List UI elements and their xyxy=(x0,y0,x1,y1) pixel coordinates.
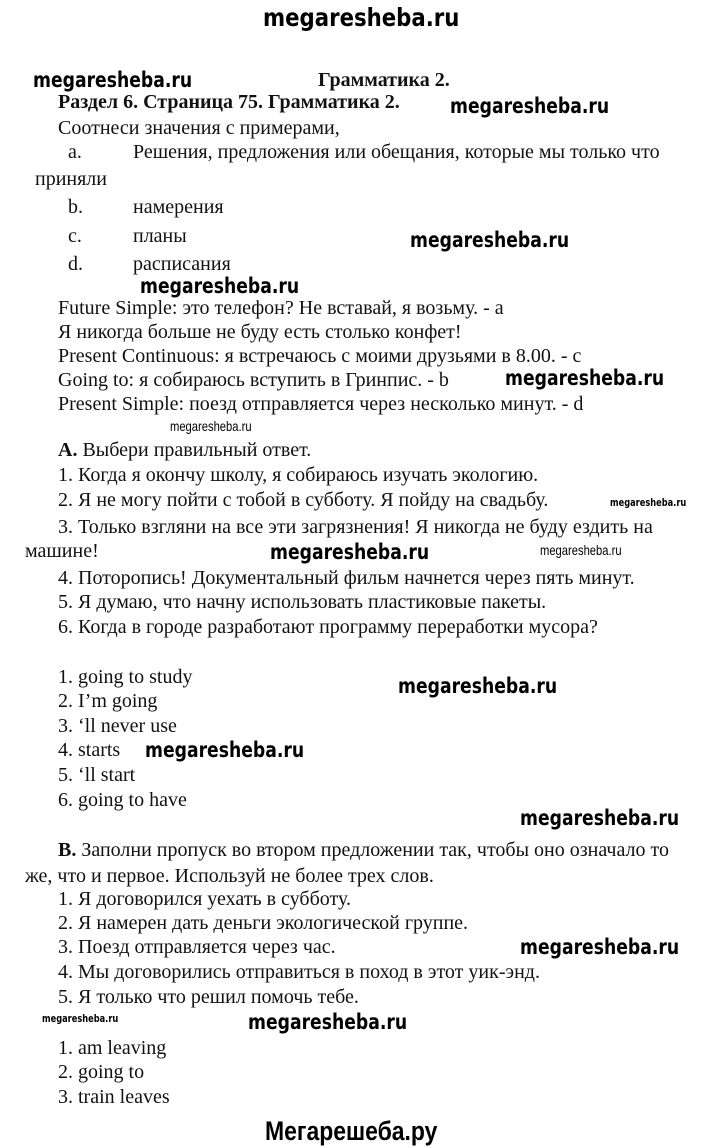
match-answer: Present Simple: поезд отправляется через несколько минут. - d xyxy=(58,393,584,415)
task-a-instruction: Выбери правильный ответ. xyxy=(82,439,312,461)
watermark: megaresheba.ru xyxy=(610,496,687,509)
option-text-continuation: приняли xyxy=(35,168,107,190)
option-letter: b. xyxy=(68,196,83,218)
watermark-header: megaresheba.ru xyxy=(263,3,460,32)
task-b-instruction: Заполни пропуск во втором предложении так, чтобы оно означало то xyxy=(81,839,669,861)
watermark: megaresheba.ru xyxy=(450,94,610,118)
task-a-item-continuation: машине! xyxy=(25,540,99,562)
task-b-item: 1. Я договорился уехать в субботу. xyxy=(58,888,351,910)
task-a-item: 1. Когда я окончу школу, я собираюсь изучать экологию. xyxy=(58,464,539,486)
task-b-answer: 1. am leaving xyxy=(58,1037,167,1059)
watermark: megaresheba.ru xyxy=(170,418,252,434)
watermark-footer: Мегарешеба.ру xyxy=(265,1116,438,1146)
page-subtitle: Раздел 6. Страница 75. Грамматика 2. xyxy=(58,91,400,113)
page-title: Грамматика 2. xyxy=(318,69,450,91)
option-text: намерения xyxy=(133,196,224,218)
option-text: планы xyxy=(133,225,187,247)
watermark: megaresheba.ru xyxy=(42,1012,119,1025)
watermark: megaresheba.ru xyxy=(140,274,300,298)
watermark: megaresheba.ru xyxy=(248,1010,408,1034)
option-letter: a. xyxy=(68,141,82,163)
match-instruction: Соотнеси значения с примерами, xyxy=(58,117,340,139)
watermark: megaresheba.ru xyxy=(540,542,622,558)
task-a-item: 4. Поторопись! Документальный фильм начнется через пять минут. xyxy=(58,567,635,589)
task-b-instruction-continuation: же, что и первое. Используй не более трех слов. xyxy=(25,865,434,887)
task-a-item: 3. Только взгляни на все эти загрязнения! Я никогда не буду ездить на xyxy=(58,516,653,538)
watermark: megaresheba.ru xyxy=(505,366,665,390)
match-answer: Future Simple: это телефон? Не вставай, я возьму. - a xyxy=(58,297,504,319)
task-a-answer: 6. going to have xyxy=(58,789,187,811)
task-a-heading xyxy=(58,438,311,462)
task-b-heading xyxy=(58,838,669,862)
task-a-answer: 5. ‘ll start xyxy=(58,764,136,786)
watermark: megaresheba.ru xyxy=(520,806,680,830)
match-answer: Я никогда больше не буду есть столько конфет! xyxy=(58,321,462,343)
task-b-item: 4. Мы договорились отправиться в поход в этот уик-энд. xyxy=(58,961,540,983)
task-b-answer: 3. train leaves xyxy=(58,1086,170,1108)
match-answer: Present Continuous: я встречаюсь с моими друзьями в 8.00. - c xyxy=(58,345,582,367)
task-b-label: B. xyxy=(58,839,77,861)
task-a-answer: 1. going to study xyxy=(58,666,193,688)
task-a-item: 5. Я думаю, что начну использовать пластиковые пакеты. xyxy=(58,591,547,613)
task-a-label: A. xyxy=(58,439,78,461)
option-letter: d. xyxy=(68,253,83,275)
watermark: megaresheba.ru xyxy=(398,674,558,698)
task-b-answer: 2. going to xyxy=(58,1061,145,1083)
task-b-item: 5. Я только что решил помочь тебе. xyxy=(58,986,359,1008)
watermark: megaresheba.ru xyxy=(33,68,193,92)
option-text: расписания xyxy=(133,253,231,275)
task-a-answer: 3. ‘ll never use xyxy=(58,715,177,737)
watermark: megaresheba.ru xyxy=(270,540,430,564)
task-a-answer: 2. I’m going xyxy=(58,690,158,712)
task-a-answer: 4. starts xyxy=(58,739,121,761)
option-text: Решения, предложения или обещания, которые мы только что xyxy=(133,141,660,163)
watermark: megaresheba.ru xyxy=(145,738,305,762)
watermark: megaresheba.ru xyxy=(520,935,680,959)
task-b-item: 2. Я намерен дать деньги экологической группе. xyxy=(58,912,469,934)
watermark: megaresheba.ru xyxy=(410,228,570,252)
task-a-item: 6. Когда в городе разработают программу переработки мусора? xyxy=(58,616,598,638)
match-answer: Going to: я собираюсь вступить в Гринпис. - b xyxy=(58,369,449,391)
option-letter: c. xyxy=(68,225,82,247)
task-b-item: 3. Поезд отправляется через час. xyxy=(58,936,336,958)
task-a-item: 2. Я не могу пойти с тобой в субботу. Я пойду на свадьбу. xyxy=(58,489,549,511)
